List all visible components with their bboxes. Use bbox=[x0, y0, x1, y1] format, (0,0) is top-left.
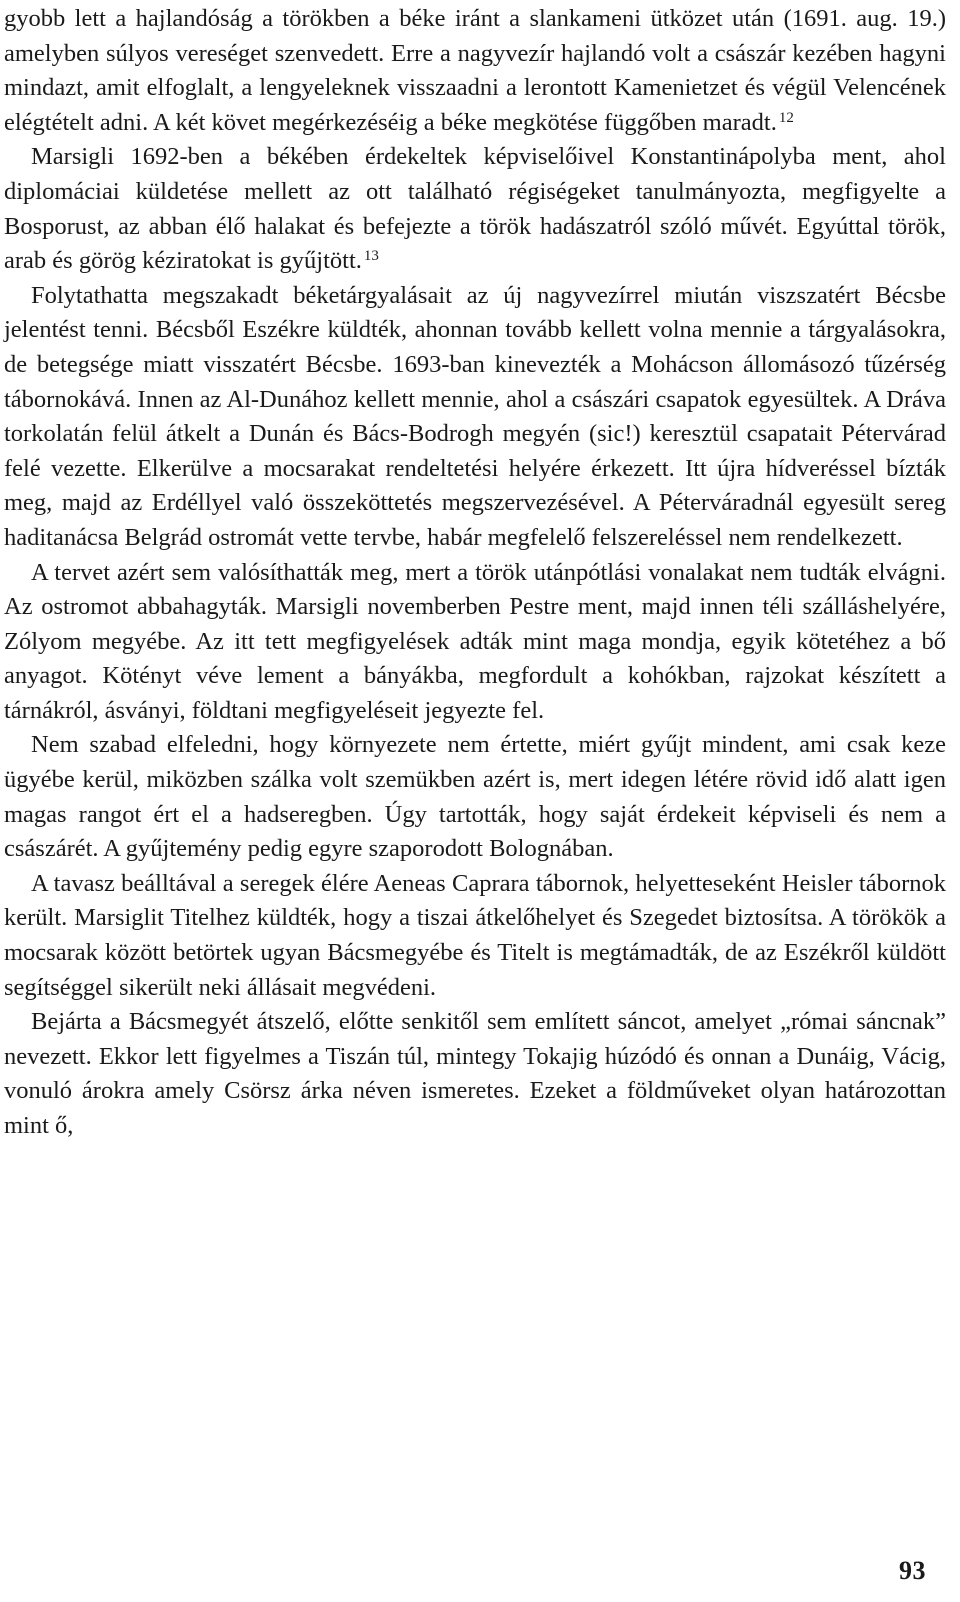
paragraph-text: Folytathatta megszakadt béketárgyalásait az új nagyvezírrel miután viszszatért Bécsbe jelentést tenni. Bécsből Eszékre küldték, ahonnan tovább kellett volna mennie a tárgyalásokra, de betegsége miatt visszatért Bécsbe. 1693-ban kinevezték a Mohácson állomásozó tűzérség tábornokává. Innen az Al-Dunához kellett mennie, ahol a császári csapatok egyesültek. A Dráva torkolatán felül átkelt a Dunán és Bács-Bodrogh megyén (sic!) keresztül csapatait Pétervárad felé vezette. Elkerülve a mocsarakat rendeltetési helyére érkezett. Itt újra hídveréssel bízták meg, majd az Erdéllyel való összeköttetés megszervezésével. A Péterváradnál egyesült sereg haditanácsa Belgrád ostromát vette tervbe, habár megfelelő felszereléssel nem rendelkezett. bbox=[4, 281, 946, 551]
paragraph-1 bbox=[4, 2, 946, 140]
page-number: 93 bbox=[899, 1556, 926, 1585]
paragraph-2 bbox=[4, 140, 946, 278]
paragraph-3 bbox=[4, 279, 946, 556]
paragraph-text: A tervet azért sem valósíthatták meg, mert a török utánpótlási vonalakat nem tudták elvágni. Az ostromot abbahagyták. Marsigli novemberben Pestre ment, majd innen téli szálláshelyére, Zólyom megyébe. Az itt tett megfigyelések adták mint maga mondja, egyik kötetéhez a bő anyagot. Kötényt véve lement a bányákba, megfordult a kohókban, rajzokat készített a tárnákról, ásványi, földtani megfigyeléseit jegyezte fel. bbox=[4, 558, 946, 724]
footnote-marker: 13 bbox=[363, 248, 379, 265]
paragraph-6 bbox=[4, 867, 946, 1005]
paragraph-text: A tavasz beálltával a seregek élére Aeneas Caprara tábornok, helyetteseként Heisler tábornok került. Marsiglit Titelhez küldték, hogy a tiszai átkelőhelyet és Szegedet biztosítsa. A törökök a mocsarak között betörtek ugyan Bácsmegyébe és Titelt is megtámadták, de az Eszékről küldött segítséggel sikerült neki állásait megvédeni. bbox=[4, 869, 946, 1001]
page-body bbox=[0, 2, 946, 1144]
paragraph-text: Nem szabad elfeledni, hogy környezete nem értette, miért gyűjt mindent, ami csak keze ügyébe kerül, miközben szálka volt szemükben azért is, mert idegen létére rövid idő alatt igen magas rangot ért el a hadseregben. Úgy tartották, hogy saját érdekeit képviseli és nem a császárét. A gyűjtemény pedig egyre szaporodott Bolognában. bbox=[4, 731, 946, 863]
footnote-marker: 12 bbox=[778, 109, 794, 126]
paragraph-text: Bejárta a Bácsmegyét átszelő, előtte senkitől sem említett sáncot, amelyet „római sáncnak” nevezett. Ekkor lett figyelmes a Tiszán túl, mintegy Tokajig húzódó és onnan a Dunáig, Vácig, vonuló árokra amely Csörsz árka néven ismeretes. Ezeket a földműveket olyan határozottan mint ő, bbox=[4, 1008, 946, 1139]
paragraph-7 bbox=[4, 1005, 946, 1143]
paragraph-4 bbox=[4, 556, 946, 729]
paragraph-text: gyobb lett a hajlandóság a törökben a béke iránt a slankameni ütközet után (1691. aug. 19.) amelyben súlyos vereséget szenvedett. Erre a nagyvezír hajlandó volt a császár kezében hagyni mindazt, amit elfoglalt, a lengyeleknek visszaadni a lerontott Kamenietzet és végül Velencének elégtételt adni. A két követ megérkezéséig a béke megkötése függőben maradt. bbox=[4, 5, 946, 136]
paragraph-5 bbox=[4, 728, 946, 866]
paragraph-text: Marsigli 1692-ben a békében érdekeltek képviselőivel Konstantinápolyba ment, ahol diplomáciai küldetése mellett az ott található régiségeket tanulmányozta, megfigyelte a Bosporust, az abban élő halakat és befejezte a török hadászatról szóló művét. Egyúttal török, arab és görög kéziratokat is gyűjtött. bbox=[4, 143, 946, 275]
